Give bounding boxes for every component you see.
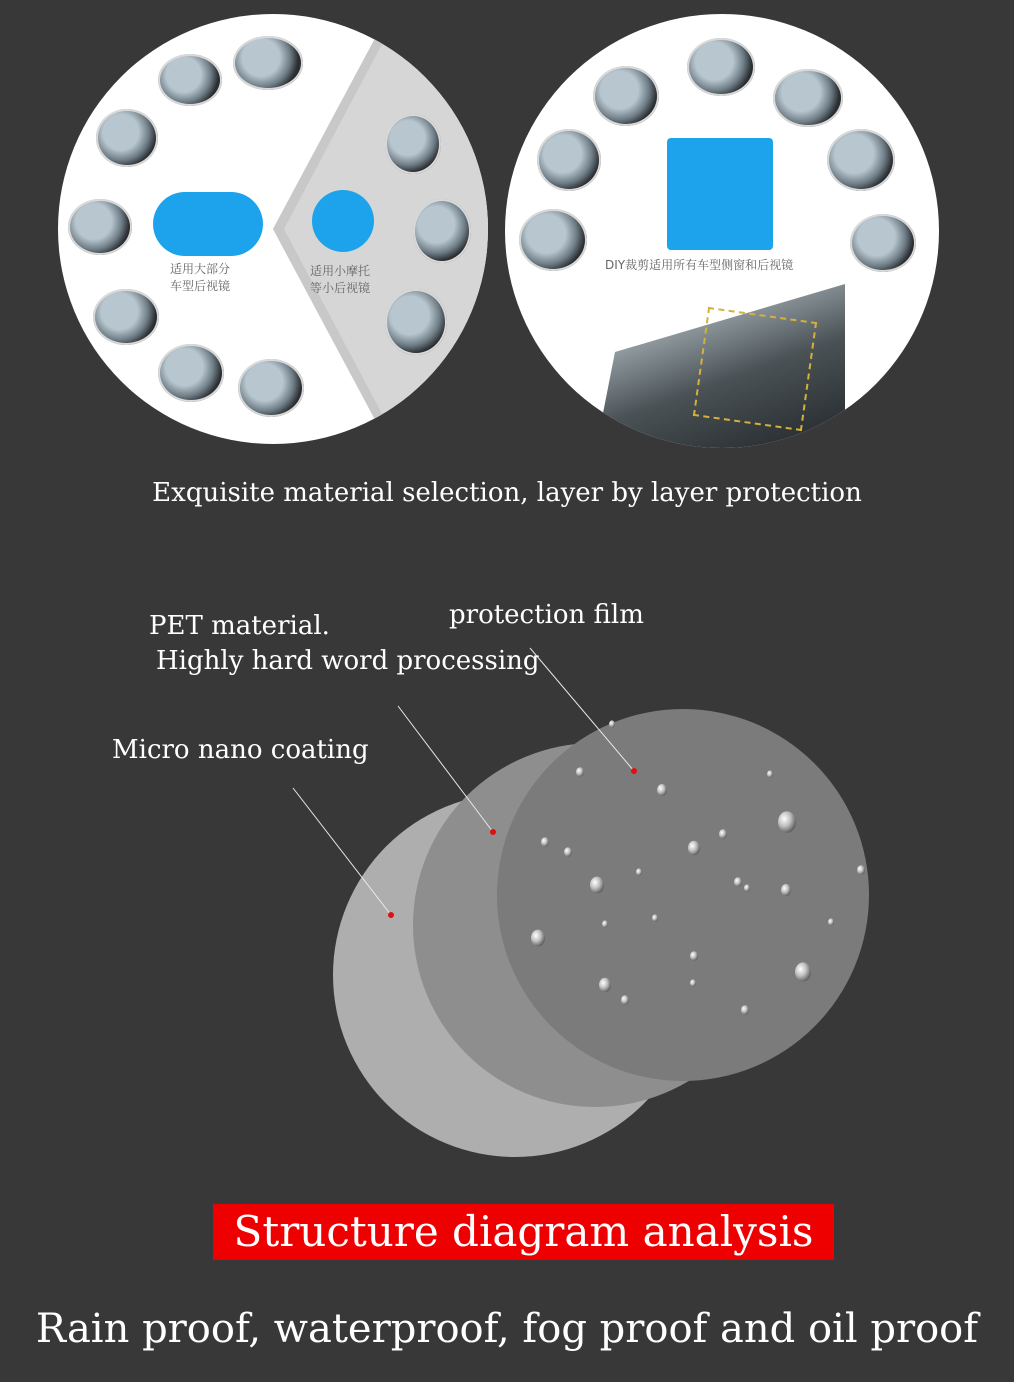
water-drop [590,877,604,894]
label-small-mirror: 适用小摩托 等小后视镜 [310,264,371,295]
water-drop [636,868,642,875]
water-drop [778,811,796,833]
water-drop [541,837,549,847]
layer-film [497,709,869,1081]
water-drop [744,884,750,891]
water-drop [564,847,572,857]
label-large-mirror: 适用大部分 车型后视镜 [170,262,231,293]
label-protection-film: protection film [449,600,644,630]
label-diy: DIY裁剪适用所有车型侧窗和后视镜 [605,258,794,272]
water-drop [599,978,611,992]
water-drop [741,1005,749,1015]
water-drop [734,877,742,887]
water-drop [690,951,698,961]
pointer-line-coating [293,788,391,915]
label-pet-line1: PET material. [149,611,330,641]
footer-text: Rain proof, waterproof, fog proof and oil proof [35,1306,979,1352]
water-drop [690,979,696,986]
marker-pet [490,829,496,835]
water-drop [657,784,667,796]
water-drop [688,841,700,855]
label-micro-nano-coating: Micro nano coating [112,735,369,765]
water-drop [621,995,629,1005]
marker-film [631,768,637,774]
water-drop [609,720,615,727]
marker-coating [388,912,394,918]
tagline: Exquisite material selection, layer by layer protection [152,478,862,508]
water-drop [602,920,608,927]
water-drop [719,829,727,839]
water-drop [767,770,773,777]
water-drop [795,962,811,981]
structure-banner: Structure diagram analysis [213,1204,834,1260]
water-drop [781,884,791,896]
water-drop [857,865,865,875]
water-drop [828,918,834,925]
water-drop [652,914,658,921]
water-drop [576,767,584,777]
water-drop [531,930,545,947]
label-pet-line2: Highly hard word processing [156,646,540,676]
